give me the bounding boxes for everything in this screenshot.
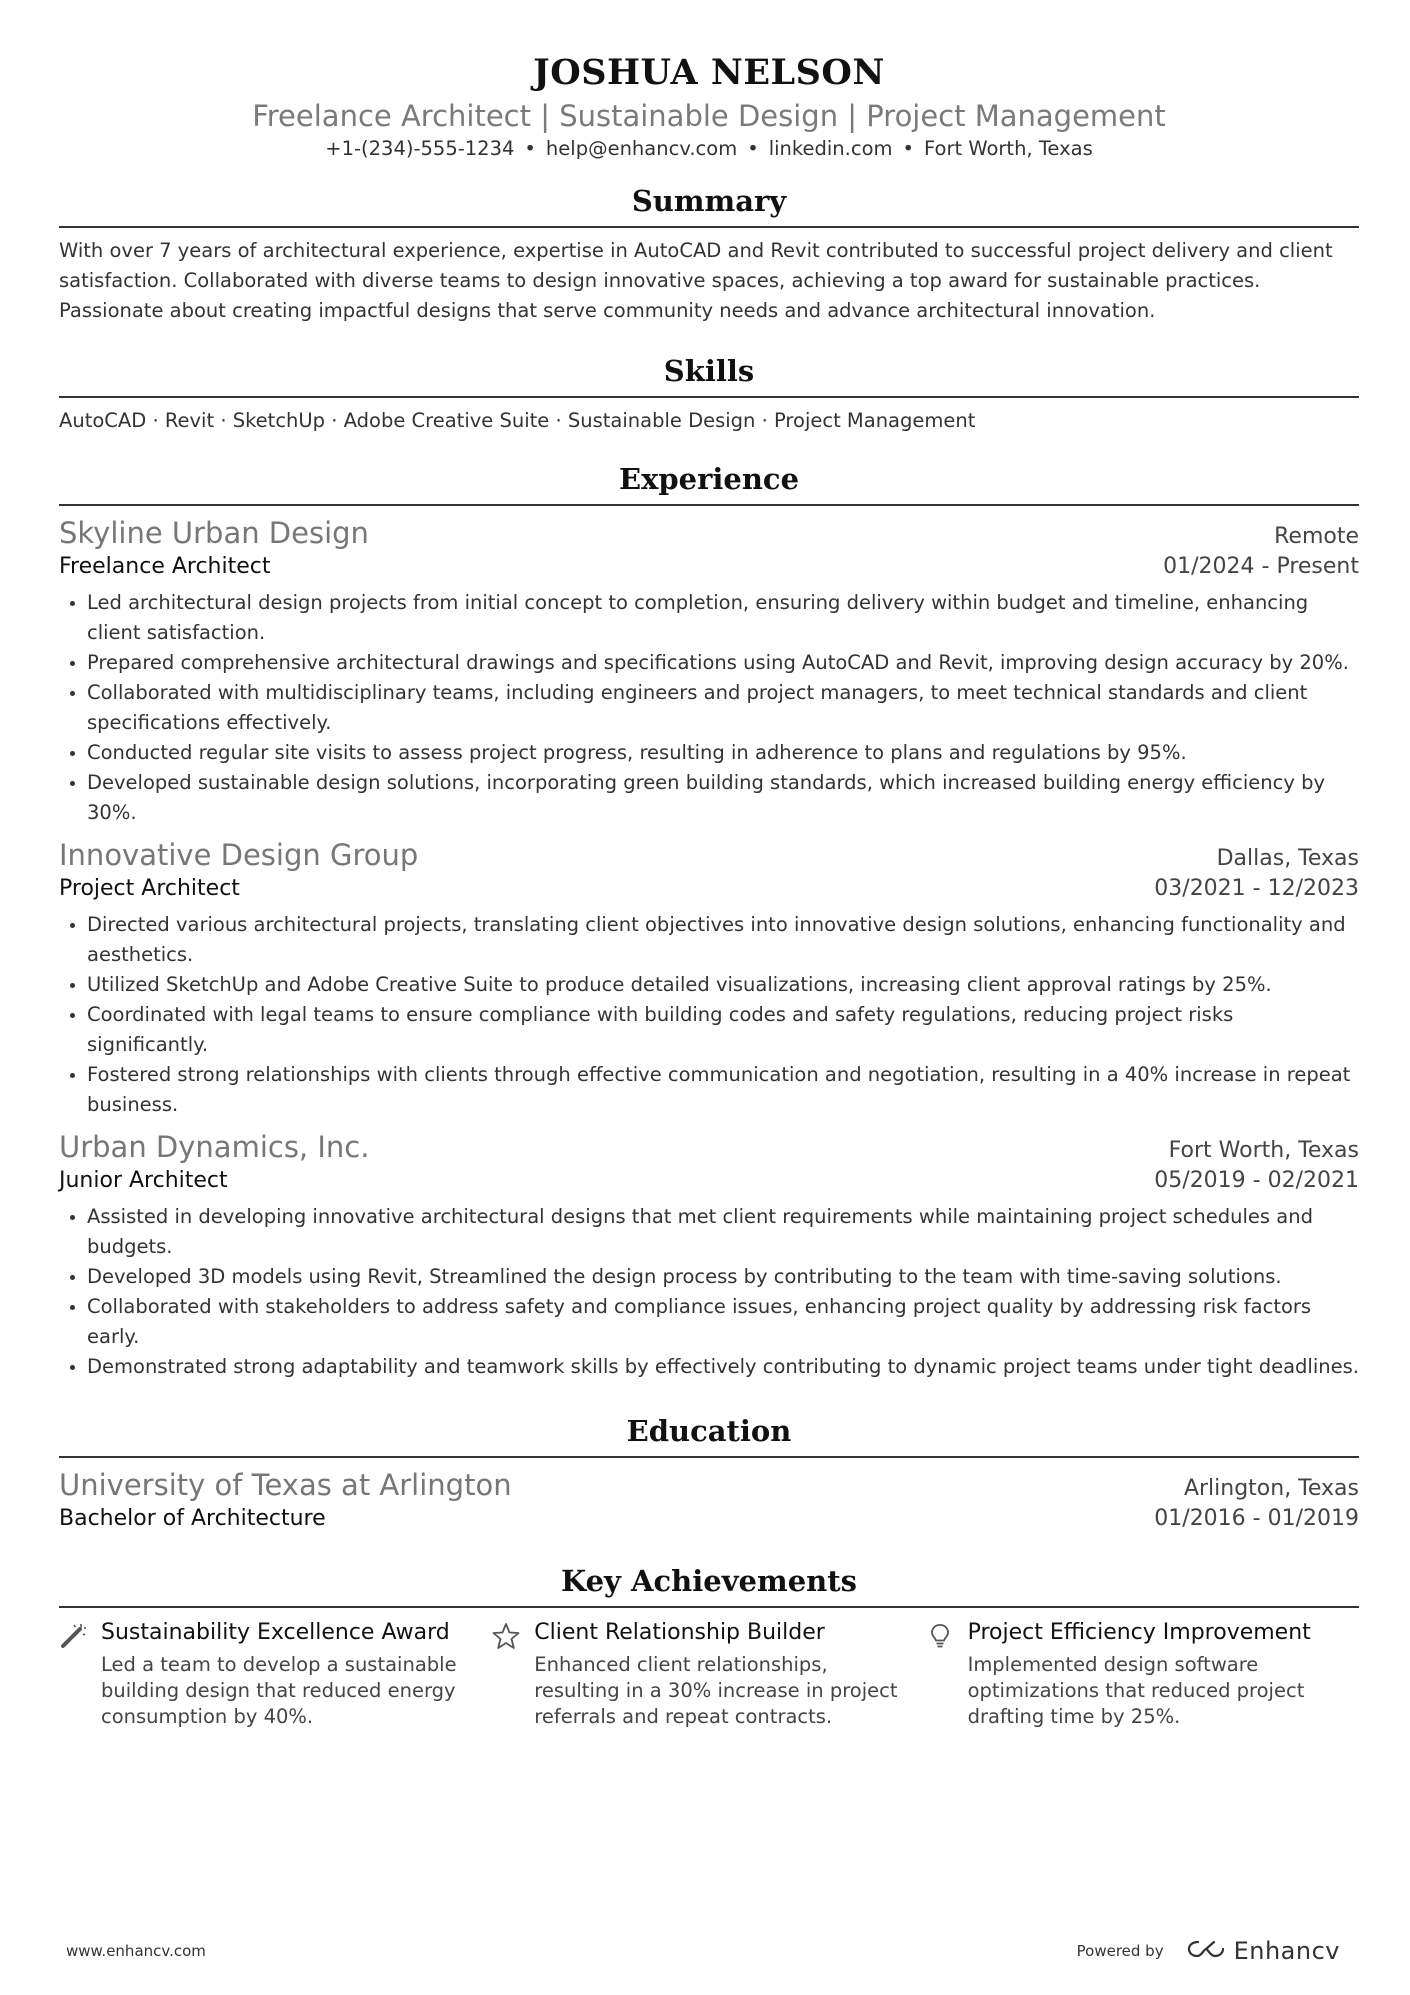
bullet-item: • Prepared comprehensive architectural drawings and specifications using AutoCAD and Revit, improving design accuracy by 20%. [87, 648, 1359, 678]
powered-by-label: Powered by [1076, 1942, 1164, 1960]
job-bullets [59, 910, 1359, 1120]
job-bullets [59, 1202, 1359, 1382]
bullet-item: • Utilized SketchUp and Adobe Creative Suite to produce detailed visualizations, increasing client approval ratings by 25%. [87, 970, 1359, 1000]
skills-section [59, 352, 1359, 434]
bullet-item: • Led architectural design projects from initial concept to completion, ensuring delivery within budget and timeline, enhancing client satisfaction. [87, 588, 1359, 648]
candidate-title: Freelance Architect | Sustainable Design | Project Management [252, 99, 1166, 133]
school-name: University of Texas at Arlington [59, 1468, 512, 1502]
job-dates: 01/2024 - Present [1163, 554, 1359, 579]
separator-dot: • [524, 137, 536, 160]
company-name: Urban Dynamics, Inc. [59, 1130, 370, 1164]
experience-section [59, 460, 1359, 1382]
job-role: Freelance Architect [59, 554, 271, 579]
enhancv-brand-name: Enhancv [1233, 1937, 1340, 1965]
education-dates: 01/2016 - 01/2019 [1154, 1506, 1359, 1531]
achievements-grid [59, 1618, 1359, 1730]
job-dates: 05/2019 - 02/2021 [1154, 1168, 1359, 1193]
job-role: Project Architect [59, 876, 240, 901]
job-entry [59, 514, 1359, 828]
job-entry [59, 1128, 1359, 1382]
bullet-item: • Collaborated with stakeholders to address safety and compliance issues, enhancing project quality by addressing risk factors early. [87, 1292, 1359, 1352]
linkedin-link[interactable]: linkedin.com [768, 137, 893, 160]
phone: +1-(234)-555-1234 [325, 137, 515, 160]
candidate-name: JOSHUA NELSON [533, 52, 885, 93]
bullet-item: • Collaborated with multidisciplinary teams, including engineers and project managers, to meet technical standards and client specifications effectively. [87, 678, 1359, 738]
achievement-title: Sustainability Excellence Award [101, 1620, 450, 1645]
summary-text: With over 7 years of architectural experience, expertise in AutoCAD and Revit contributed to successful project delivery and client satisfaction. Collaborated with diverse teams to design innovative spaces, achieving a top award for sustainable practices. Passionate about creating impactful designs that serve community needs and advance architectural innovation. [59, 239, 1333, 322]
summary-heading: Summary [59, 182, 1359, 228]
separator-dot: • [902, 137, 915, 160]
achievement-item [59, 1618, 492, 1730]
location: Fort Worth, Texas [924, 137, 1093, 160]
job-location: Remote [1274, 524, 1359, 549]
achievements-heading: Key Achievements [59, 1562, 1359, 1608]
job-location: Dallas, Texas [1216, 846, 1359, 871]
bullet-item: • Conducted regular site visits to assess project progress, resulting in adherence to plans and regulations by 95%. [87, 738, 1359, 768]
achievement-desc: Led a team to develop a sustainable building design that reduced energy consumption by 40%. [101, 1653, 457, 1728]
footer-website-link[interactable]: www.enhancv.com [66, 1942, 206, 1960]
skills-heading: Skills [59, 352, 1359, 398]
company-name: Skyline Urban Design [59, 516, 369, 550]
job-role: Junior Architect [59, 1168, 228, 1193]
star-icon [492, 1618, 534, 1730]
achievement-desc: Enhanced client relationships, resulting in a 30% increase in project referrals and repeat contracts. [534, 1653, 898, 1728]
email-link[interactable]: help@enhancv.com [545, 137, 738, 160]
achievement-title: Project Efficiency Improvement [967, 1620, 1311, 1645]
achievement-item [492, 1618, 925, 1730]
education-heading: Education [59, 1412, 1359, 1458]
bullet-item: • Developed 3D models using Revit, Streamlined the design process by contributing to the team with time-saving solutions. [87, 1262, 1359, 1292]
bullet-item: • Demonstrated strong adaptability and teamwork skills by effectively contributing to dynamic project teams under tight deadlines. [87, 1352, 1359, 1382]
achievement-title: Client Relationship Builder [534, 1620, 825, 1645]
bullet-item: • Assisted in developing innovative architectural designs that met client requirements while maintaining project schedules and budgets. [87, 1202, 1359, 1262]
experience-heading: Experience [59, 460, 1359, 506]
bullet-item: • Fostered strong relationships with clients through effective communication and negotiation, resulting in a 40% increase in repeat business. [87, 1060, 1359, 1120]
job-dates: 03/2021 - 12/2023 [1154, 876, 1359, 901]
magic-wand-icon [59, 1618, 101, 1730]
achievement-desc: Implemented design software optimizations that reduced project drafting time by 25%. [967, 1653, 1305, 1728]
education-section [59, 1412, 1359, 1534]
job-bullets [59, 588, 1359, 828]
achievements-section [59, 1562, 1359, 1730]
resume-page [59, 0, 1359, 1730]
job-location: Fort Worth, Texas [1168, 1138, 1359, 1163]
page-footer [66, 1937, 1340, 1965]
job-entry [59, 836, 1359, 1120]
degree: Bachelor of Architecture [59, 1506, 326, 1531]
bullet-item: • Coordinated with legal teams to ensure compliance with building codes and safety regulations, reducing project risks significantly. [87, 1000, 1359, 1060]
skills-list: AutoCAD · Revit · SketchUp · Adobe Creative Suite · Sustainable Design · Project Management [59, 409, 976, 432]
school-location: Arlington, Texas [1183, 1476, 1359, 1501]
lightbulb-icon [926, 1618, 968, 1730]
contact-line [59, 136, 1359, 162]
enhancv-logo-icon [1186, 1938, 1226, 1964]
achievement-item [926, 1618, 1359, 1730]
separator-dot: • [747, 137, 759, 160]
resume-header [59, 0, 1359, 162]
footer-branding [1077, 1937, 1340, 1965]
summary-section [59, 182, 1359, 326]
company-name: Innovative Design Group [59, 838, 419, 872]
education-entry [59, 1466, 1359, 1534]
bullet-item: • Developed sustainable design solutions, incorporating green building standards, which increased building energy efficiency by 30%. [87, 768, 1359, 828]
bullet-item: • Directed various architectural projects, translating client objectives into innovative design solutions, enhancing functionality and aesthetics. [87, 910, 1359, 970]
